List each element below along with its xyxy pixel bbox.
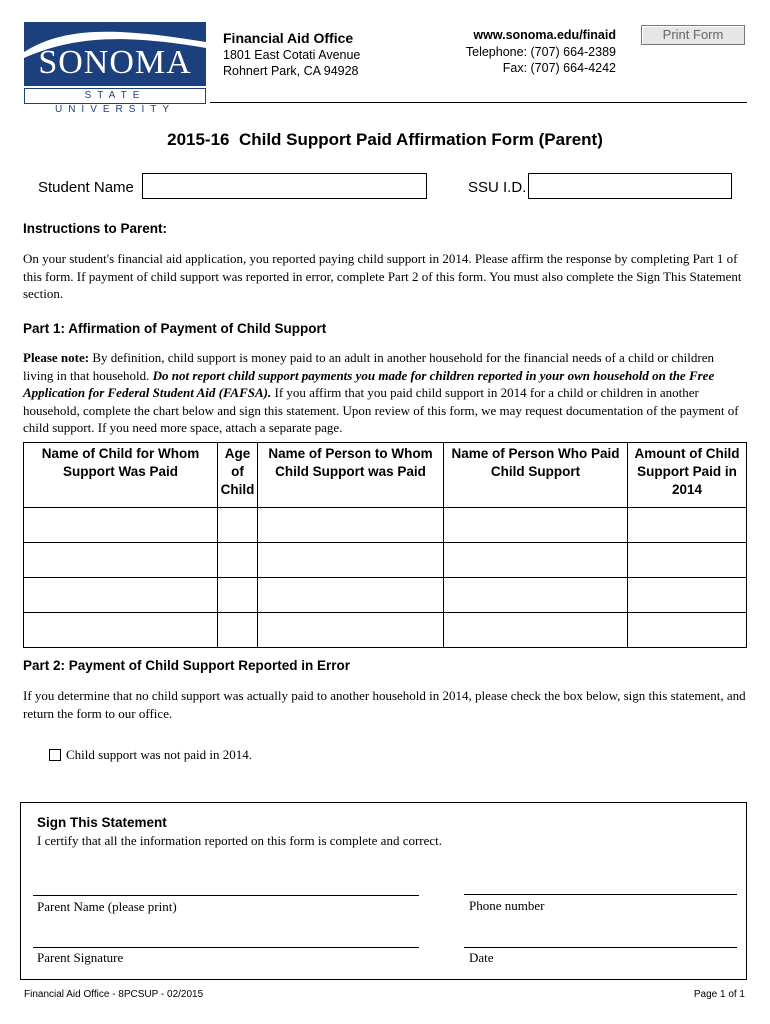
table-cell[interactable] [218, 613, 258, 648]
table-cell[interactable] [628, 508, 747, 543]
parent-name-line[interactable] [33, 895, 419, 896]
table-header-row [24, 443, 747, 508]
phone-label: Phone number [469, 898, 545, 913]
table-cell[interactable] [218, 578, 258, 613]
not-paid-checkbox[interactable] [49, 749, 61, 761]
header-divider [210, 102, 747, 103]
table-cell[interactable] [24, 613, 218, 648]
table-cell[interactable] [628, 578, 747, 613]
table-cell[interactable] [24, 543, 218, 578]
table-cell[interactable] [258, 578, 444, 613]
part1-note-label: Please note: [23, 350, 90, 365]
part2-heading: Part 2: Payment of Child Support Reported in Error [23, 658, 351, 673]
website-link[interactable]: www.sonoma.edu/finaid [473, 28, 616, 42]
date-line[interactable] [464, 947, 737, 948]
table-cell[interactable] [444, 508, 628, 543]
table-row [24, 543, 747, 578]
table-cell[interactable] [628, 613, 747, 648]
sign-heading: Sign This Statement [37, 815, 167, 830]
parent-signature-line[interactable] [33, 947, 419, 948]
table-cell[interactable] [444, 613, 628, 648]
not-paid-checkbox-label: Child support was not paid in 2014. [66, 747, 252, 762]
logo-wordmark: SONOMA [38, 44, 192, 81]
col-header-age: Age of Child [218, 443, 258, 508]
form-year: 2015-16 [167, 130, 230, 149]
table-cell[interactable] [444, 543, 628, 578]
telephone: Telephone: (707) 664-2389 [465, 45, 616, 59]
table-cell[interactable] [628, 543, 747, 578]
print-form-button[interactable]: Print Form [641, 25, 745, 45]
date-label: Date [469, 950, 494, 965]
instructions-body: On your student's financial aid application, you reported paying child support in 2014. Please affirm the response by completing Part 1 of this form. If payment of child support was reported in error, complete Part 2 of this form. You must also complete the Sign This Statement section. [23, 251, 742, 301]
form-title-text: Child Support Paid Affirmation Form (Parent) [238, 130, 603, 149]
fax: Fax: (707) 664-4242 [502, 61, 616, 75]
ssu-id-input[interactable] [528, 173, 732, 199]
footer-form-code: Financial Aid Office - 8PCSUP - 02/2015 [24, 989, 204, 1000]
part1-note-emphasis: Do not report child support payments you made for children reported in your own household on the Free Application for Federal Student Aid (FAFSA). [23, 367, 715, 400]
table-cell[interactable] [24, 578, 218, 613]
table-cell[interactable] [258, 613, 444, 648]
part2-body: If you determine that no child support was actually paid to another household in 2014, please check the box below, sign this statement, and return the form to our office. [23, 688, 746, 721]
table-row [24, 613, 747, 648]
table-cell[interactable] [218, 543, 258, 578]
table-cell[interactable] [218, 508, 258, 543]
parent-name-label: Parent Name (please print) [37, 899, 177, 914]
form-title [0, 130, 770, 150]
office-name: Financial Aid Office [223, 30, 354, 46]
address-line-1: 1801 East Cotati Avenue [223, 48, 361, 62]
col-header-recipient: Name of Person to Whom Child Support was Paid [258, 443, 444, 508]
table-row [24, 508, 747, 543]
ssu-id-label: SSU I.D. [468, 179, 527, 196]
footer-page-number: Page 1 of 1 [693, 989, 745, 1000]
child-support-table [23, 442, 747, 648]
table-cell[interactable] [258, 543, 444, 578]
col-header-amount: Amount of Child Support Paid in 2014 [628, 443, 747, 508]
student-name-input[interactable] [142, 173, 427, 199]
part1-note [23, 349, 747, 437]
table-cell[interactable] [24, 508, 218, 543]
table-cell[interactable] [258, 508, 444, 543]
student-name-label: Student Name [38, 179, 134, 196]
sonoma-state-logo [24, 22, 206, 115]
sign-certify-text: I certify that all the information reported on this form is complete and correct. [37, 833, 443, 848]
address-line-2: Rohnert Park, CA 94928 [223, 64, 359, 78]
table-cell[interactable] [444, 578, 628, 613]
part1-heading: Part 1: Affirmation of Payment of Child Support [23, 321, 327, 336]
parent-signature-label: Parent Signature [37, 950, 124, 965]
part1-note-text: By definition, child support is money paid to an adult in another household for the financial needs of a child or children living in that household. [23, 350, 714, 383]
part1-note-rest: If you affirm that you paid child support in 2014 for a child or children in another household, complete the chart below and sign this statement. Upon review of this form, we may request documentation of the payment of child support. If you need more space, attach a separate page. [23, 385, 739, 435]
logo-tagline: STATE UNIVERSITY [24, 88, 206, 104]
table-row [24, 578, 747, 613]
col-header-child-name: Name of Child for Whom Support Was Paid [24, 443, 218, 508]
instructions-heading: Instructions to Parent: [23, 221, 168, 236]
phone-line[interactable] [464, 894, 737, 895]
col-header-payer: Name of Person Who Paid Child Support [444, 443, 628, 508]
